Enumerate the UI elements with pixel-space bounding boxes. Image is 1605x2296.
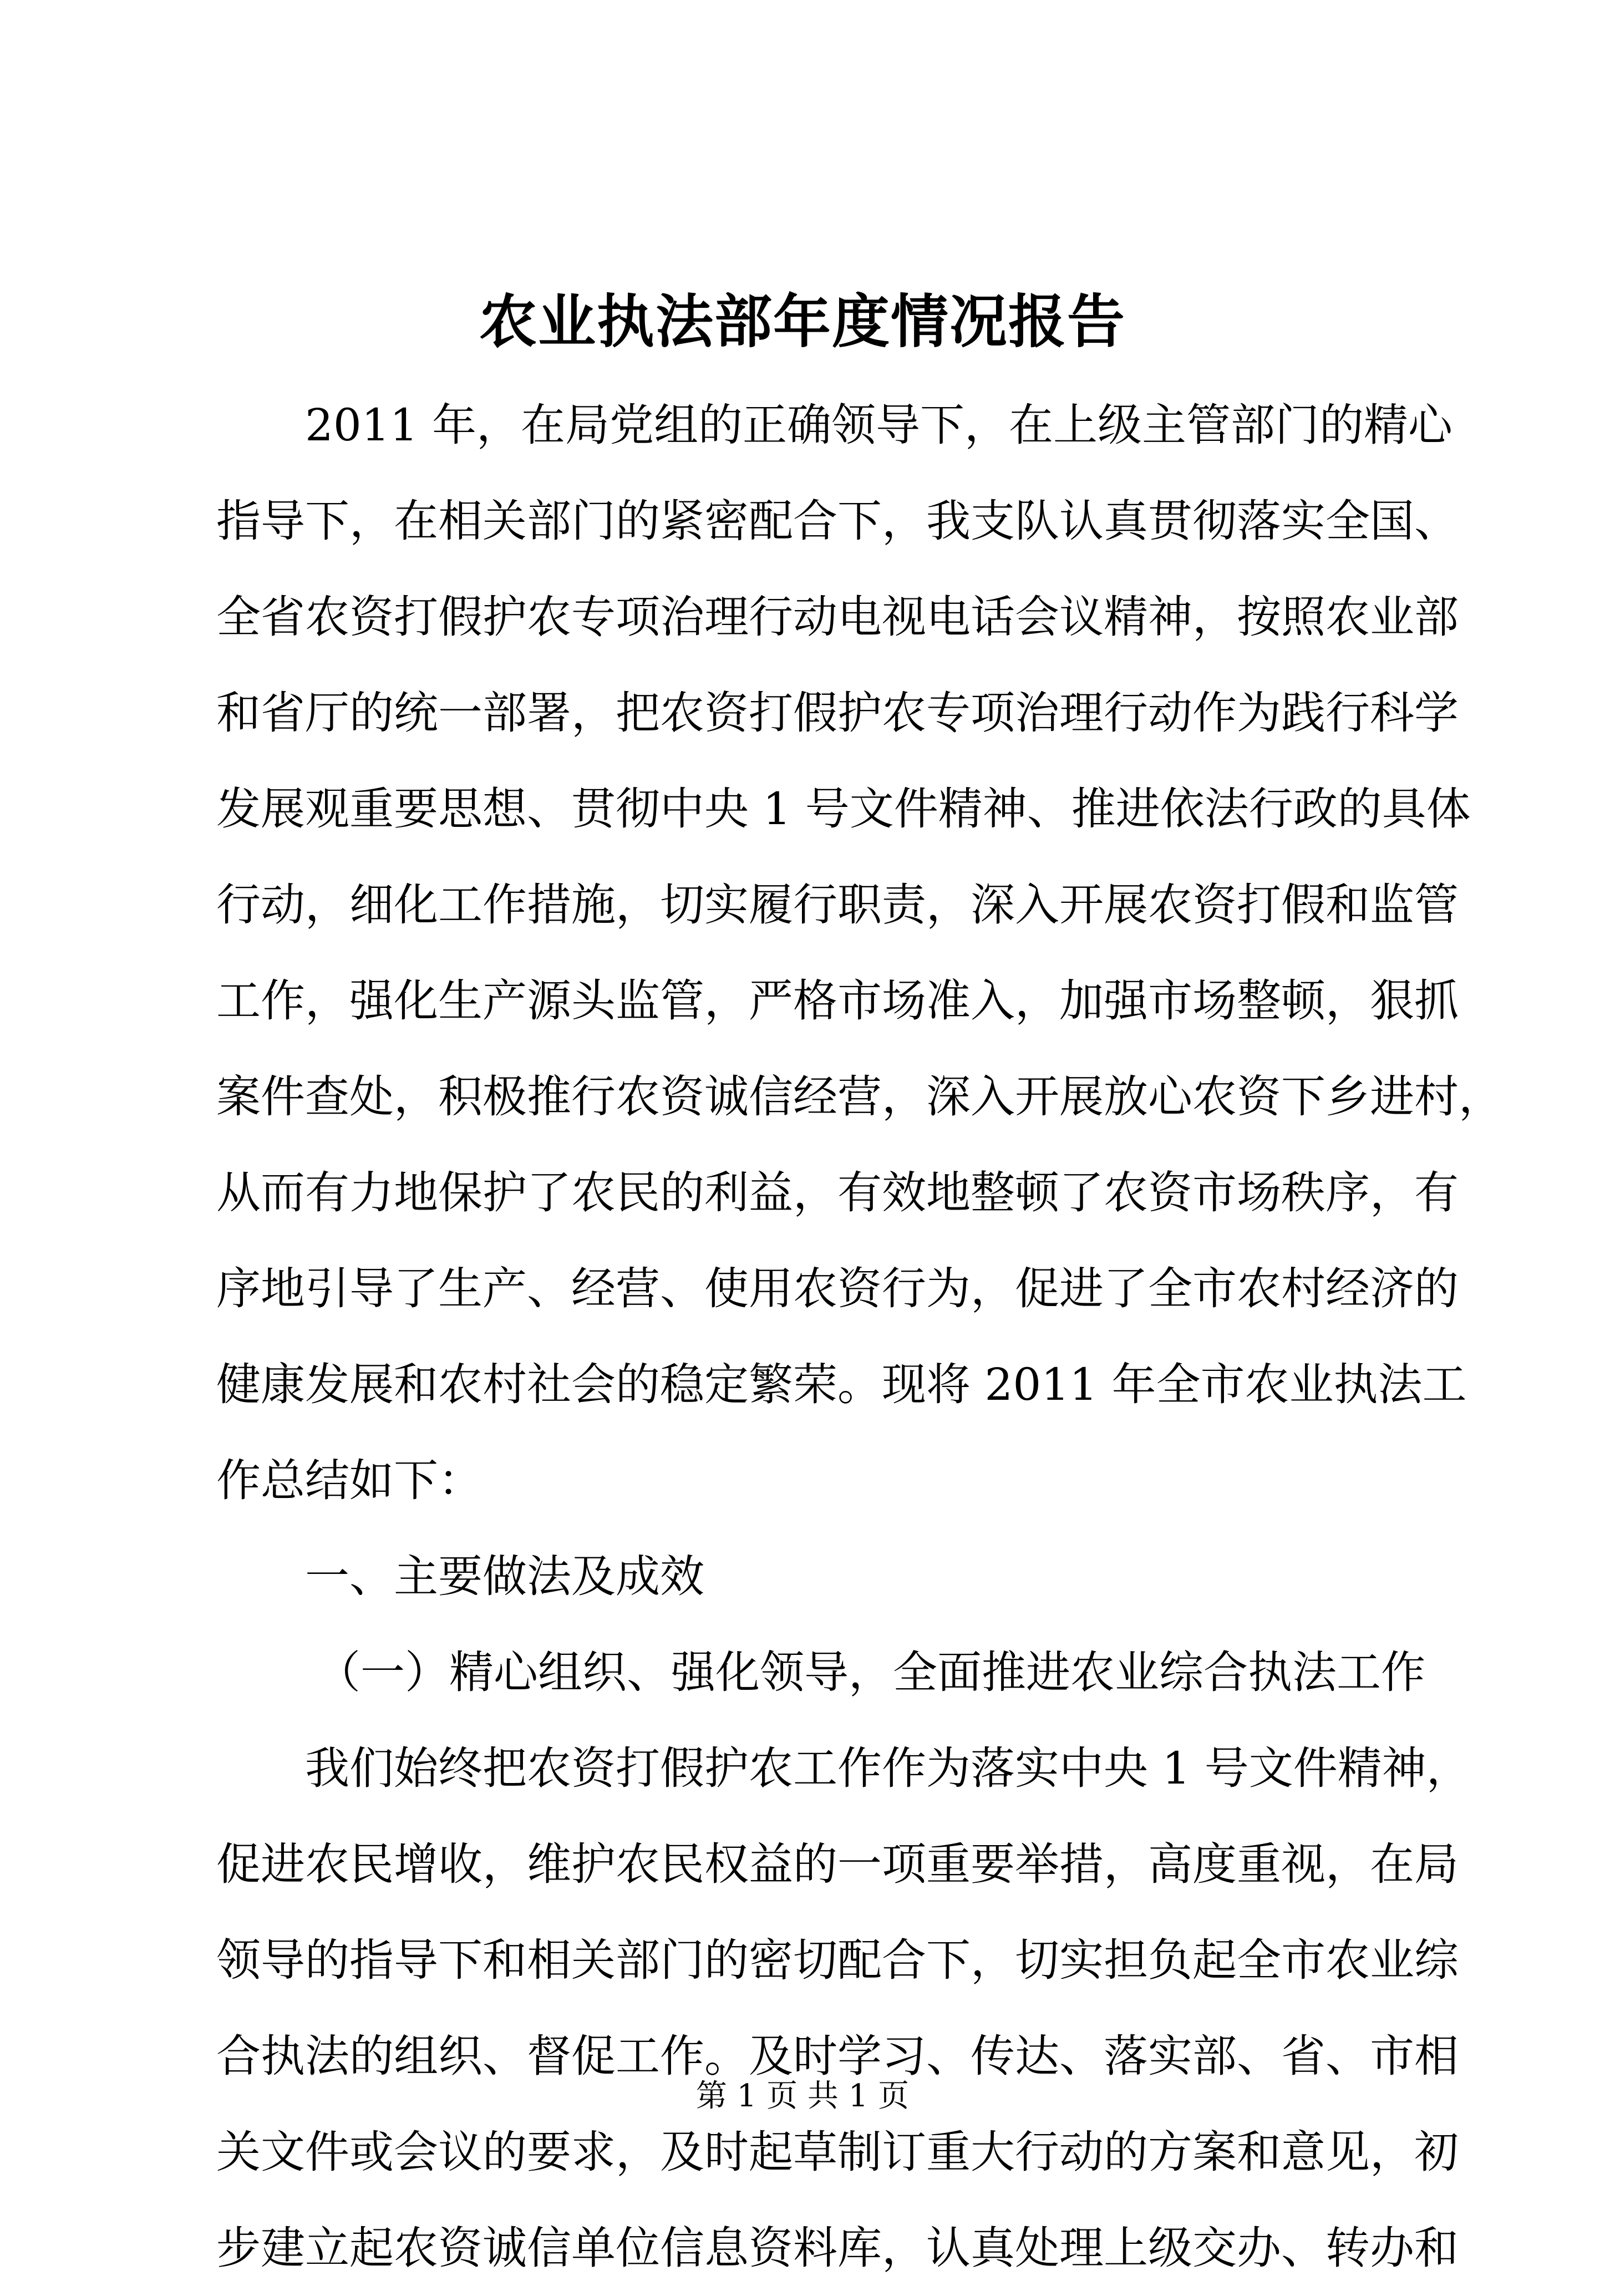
text-line: 2011 年，在局党组的正确领导下，在上级主管部门的精心 (305, 399, 1453, 451)
paragraph-body (216, 1720, 1471, 2296)
text-line: 作总结如下： (216, 1455, 482, 1506)
subsection-heading: （一）精心组织、强化领导，全面推进农业综合执法工作 (316, 1647, 1425, 1698)
paragraph-intro (216, 377, 1503, 1528)
text-line: 领导的指导下和相关部门的密切配合下，切实担负起全市农业综 (216, 1934, 1459, 1986)
text-line: 指导下，在相关部门的紧密配合下，我支队认真贯彻落实全国、 (216, 495, 1459, 547)
text-line: 关文件或会议的要求，及时起草制订重大行动的方案和意见，初 (216, 2126, 1459, 2178)
text-line: 序地引导了生产、经营、使用农资行为，促进了全市农村经济的 (216, 1263, 1459, 1314)
section-heading: 一、主要做法及成效 (305, 1551, 704, 1602)
text-line: 合执法的组织、督促工作。及时学习、传达、落实部、省、市相 (216, 2030, 1459, 2082)
page-footer: 第 1 页 共 1 页 (695, 2078, 910, 2114)
text-line: 促进农民增收，维护农民权益的一项重要举措，高度重视，在局 (216, 1838, 1459, 1890)
text-line: 案件查处，积极推行农资诚信经营，深入开展放心农资下乡进村， (216, 1071, 1503, 1122)
text-line: 发展观重要思想、贯彻中央 1 号文件精神、推进依法行政的具体 (216, 783, 1471, 835)
text-line: 健康发展和农村社会的稳定繁荣。现将 2011 年全市农业执法工 (216, 1359, 1467, 1410)
text-line: 从而有力地保护了农民的利益，有效地整顿了农资市场秩序，有 (216, 1167, 1459, 1218)
text-line: 全省农资打假护农专项治理行动电视电话会议精神，按照农业部 (216, 591, 1459, 643)
text-line: 行动，细化工作措施，切实履行职责，深入开展农资打假和监管 (216, 879, 1459, 931)
document-title: 农业执法部年度情况报告 (479, 287, 1126, 355)
text-line: 和省厅的统一部署，把农资打假护农专项治理行动作为践行科学 (216, 687, 1459, 739)
text-line: 我们始终把农资打假护农工作作为落实中央 1 号文件精神， (305, 1743, 1471, 1794)
document-body (216, 377, 1503, 2296)
text-line: 步建立起农资诚信单位信息资料库，认真处理上级交办、转办和 (216, 2222, 1459, 2274)
text-line: 工作，强化生产源头监管，严格市场准入，加强市场整顿，狠抓 (216, 975, 1459, 1027)
